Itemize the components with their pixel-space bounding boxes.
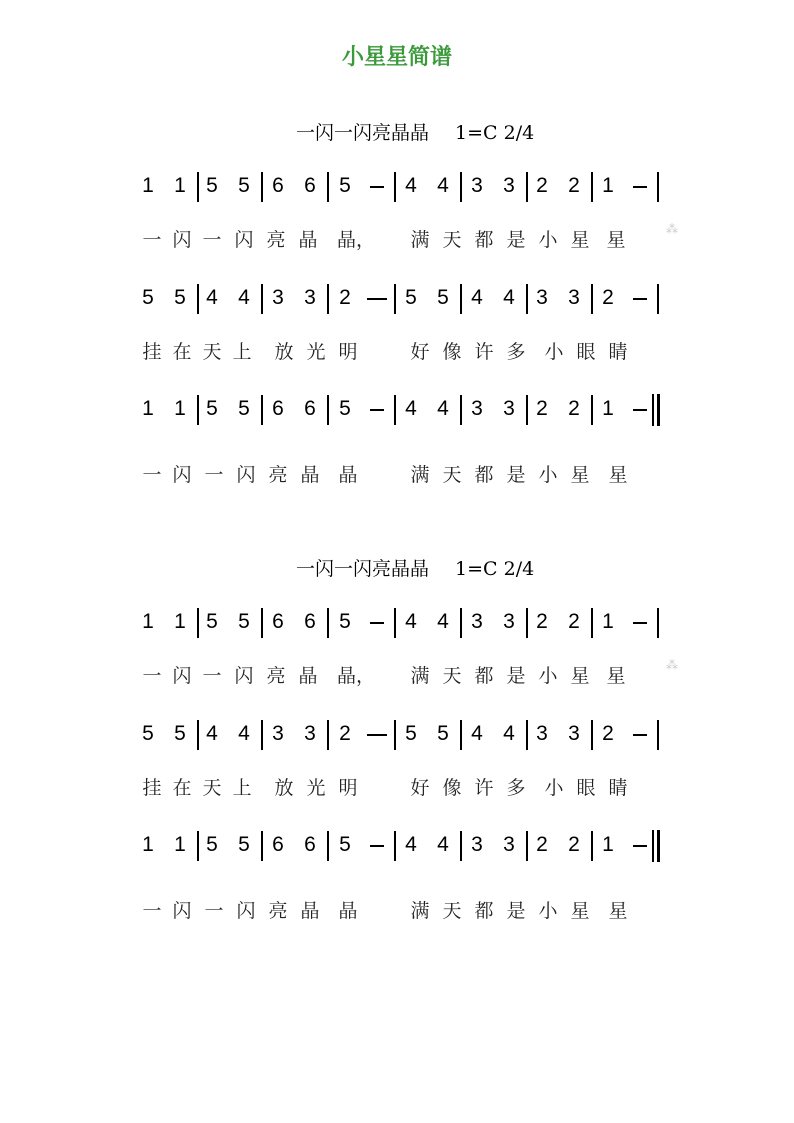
lyric-char: 星 [608,464,628,486]
note: 4 [437,174,449,197]
barline [657,172,659,202]
note: 4 [437,833,449,856]
barline [327,831,329,861]
note: 2 [536,397,548,420]
lyric-char: 小 [538,665,558,687]
lyric-char: 光 [306,777,326,799]
barline [261,608,263,638]
lyric-char: 星 [606,229,626,251]
barline [197,395,199,425]
song-heading-text: 一闪一闪亮晶晶 [296,558,430,580]
note-dash [367,298,387,300]
note-dash [633,298,647,300]
final-barline [657,394,660,426]
lyric-char: 星 [570,900,590,922]
note: 2 [568,610,580,633]
note: 5 [174,722,186,745]
barline [657,608,659,638]
lyric-char: 一 [142,229,162,251]
note: 2 [568,174,580,197]
note: 4 [437,610,449,633]
barline [526,608,528,638]
barline [657,284,659,314]
key-signature: 1=C 2/4 [455,558,535,580]
note: 5 [206,833,218,856]
note: 3 [272,722,284,745]
note: 5 [142,722,154,745]
lyric-row [142,663,682,689]
barline [460,608,462,638]
barline [394,284,396,314]
note: 5 [142,286,154,309]
lyric-char: 放 [274,777,294,799]
barline [327,720,329,750]
note: 6 [272,174,284,197]
lyric-char: 眼 [576,341,596,363]
barline [591,608,593,638]
note: 3 [503,610,515,633]
note: 1 [142,833,154,856]
note: 4 [405,174,417,197]
lyric-char: 像 [442,341,462,363]
barline [394,608,396,638]
lyric-char: 都 [474,229,494,251]
lyric-char: 晶 [338,900,358,922]
lyric-char: 星 [570,665,590,687]
final-barline-thin [652,830,654,862]
lyric-char: 在 [172,341,192,363]
lyric-char: 满 [410,229,430,251]
barline [327,608,329,638]
barline [526,172,528,202]
note: 4 [503,286,515,309]
note: 1 [602,610,614,633]
lyric-char: 亮 [266,665,286,687]
lyric-row [142,462,682,488]
faint-mark: ⁂ [666,658,678,672]
barline [394,831,396,861]
note: 4 [405,833,417,856]
note: 1 [174,174,186,197]
barline [460,831,462,861]
note: 5 [405,286,417,309]
lyric-char: 满 [410,665,430,687]
note: 3 [272,286,284,309]
lyric-char: 挂 [142,341,162,363]
barline [197,608,199,638]
barline [197,831,199,861]
note: 2 [602,286,614,309]
note-dash [633,845,647,847]
barline [261,395,263,425]
barline [526,284,528,314]
note: 2 [602,722,614,745]
note: 1 [174,610,186,633]
barline [394,395,396,425]
lyric-char: 睛 [608,777,628,799]
note: 3 [304,286,316,309]
barline [327,395,329,425]
barline [591,831,593,861]
lyric-char: 都 [474,665,494,687]
note: 4 [405,397,417,420]
lyric-char: 小 [544,341,564,363]
lyric-char: 多 [506,341,526,363]
lyric-char: 闪 [172,464,192,486]
lyric-char: 满 [410,464,430,486]
lyric-char: 多 [506,777,526,799]
lyric-char: 闪 [172,229,192,251]
key-signature: 1=C 2/4 [455,122,535,144]
note: 5 [206,174,218,197]
note: 4 [206,722,218,745]
lyric-char: 放 [274,341,294,363]
note: 2 [536,610,548,633]
note: 5 [238,833,250,856]
note: 2 [536,174,548,197]
lyric-char: 一 [142,464,162,486]
lyric-char: 天 [202,777,222,799]
barline [526,831,528,861]
score-block-2 [0,554,794,974]
barline [197,284,199,314]
lyric-char: 一 [202,229,222,251]
notes-row [142,284,682,312]
barline [460,172,462,202]
note-dash [633,186,647,188]
lyric-char: 天 [442,229,462,251]
note: 5 [206,610,218,633]
lyric-char: 一 [202,665,222,687]
note: 6 [272,397,284,420]
score-block-1 [0,118,794,538]
lyric-char: 小 [538,464,558,486]
note-dash [370,845,384,847]
note: 5 [339,397,351,420]
lyric-row [142,898,682,924]
note: 1 [602,833,614,856]
note: 4 [238,286,250,309]
note-dash [370,186,384,188]
lyric-char: 一 [204,900,224,922]
lyric-char: 明 [338,777,358,799]
lyric-char: 在 [172,777,192,799]
note: 5 [437,722,449,745]
note: 2 [339,722,351,745]
lyric-char: 好 [410,341,430,363]
note: 5 [339,174,351,197]
note: 3 [471,833,483,856]
note: 5 [339,610,351,633]
barline [591,284,593,314]
note: 5 [238,610,250,633]
notes-row [142,831,682,859]
page-title: 小星星简谱 [341,45,452,70]
lyric-char: 天 [442,464,462,486]
lyric-char: 一 [142,900,162,922]
lyric-row [142,339,682,365]
lyric-char: 睛 [608,341,628,363]
barline [261,284,263,314]
note: 5 [339,833,351,856]
note: 5 [174,286,186,309]
note: 3 [568,286,580,309]
note-dash [367,734,387,736]
lyric-char: 小 [538,229,558,251]
note: 3 [304,722,316,745]
note: 4 [437,397,449,420]
lyric-char: 是 [506,665,526,687]
note: 2 [568,397,580,420]
song-heading [296,118,534,145]
lyric-char: 天 [202,341,222,363]
lyric-char: 亮 [268,900,288,922]
note: 5 [206,397,218,420]
barline [591,720,593,750]
note: 4 [503,722,515,745]
notes-row [142,720,682,748]
lyric-char: 上 [232,341,252,363]
barline [526,720,528,750]
lyric-char: 晶， [337,229,376,251]
barline [460,720,462,750]
barline [197,720,199,750]
lyric-char: 晶 [300,900,320,922]
notes-row [142,608,682,636]
note: 2 [568,833,580,856]
note: 1 [174,397,186,420]
note: 3 [503,833,515,856]
lyric-char: 眼 [576,777,596,799]
note: 6 [304,610,316,633]
barline [460,284,462,314]
lyric-char: 闪 [234,665,254,687]
barline [327,172,329,202]
lyric-char: 晶 [298,229,318,251]
song-heading [296,554,534,581]
song-heading-text: 一闪一闪亮晶晶 [296,122,430,144]
lyric-char: 好 [410,777,430,799]
note: 4 [471,722,483,745]
note: 4 [206,286,218,309]
lyric-char: 星 [608,900,628,922]
barline [327,284,329,314]
final-barline-thin [652,394,654,426]
lyric-row [142,227,682,253]
note: 4 [238,722,250,745]
note: 6 [304,174,316,197]
note: 3 [471,610,483,633]
lyric-char: 挂 [142,777,162,799]
note: 1 [602,397,614,420]
note: 3 [568,722,580,745]
lyric-char: 亮 [266,229,286,251]
lyric-char: 一 [142,665,162,687]
lyric-char: 许 [474,341,494,363]
lyric-char: 是 [506,464,526,486]
note: 5 [405,722,417,745]
lyric-char: 都 [474,464,494,486]
barline [261,831,263,861]
lyric-char: 光 [306,341,326,363]
note: 6 [272,610,284,633]
lyric-char: 星 [606,665,626,687]
final-barline [657,830,660,862]
notes-row [142,172,682,200]
note-dash [633,622,647,624]
barline [261,720,263,750]
lyric-char: 小 [538,900,558,922]
note: 1 [142,174,154,197]
barline [657,720,659,750]
lyric-char: 闪 [172,665,192,687]
lyric-char: 星 [570,464,590,486]
lyric-char: 天 [442,665,462,687]
note: 3 [503,174,515,197]
lyric-char: 明 [338,341,358,363]
note: 3 [536,286,548,309]
lyric-char: 星 [570,229,590,251]
lyric-char: 晶 [338,464,358,486]
lyric-char: 满 [410,900,430,922]
note: 1 [142,397,154,420]
lyric-char: 亮 [268,464,288,486]
barline [197,172,199,202]
lyric-char: 是 [506,900,526,922]
lyric-char: 闪 [172,900,192,922]
note: 3 [503,397,515,420]
note-dash [370,622,384,624]
barline [460,395,462,425]
lyric-char: 晶， [337,665,376,687]
note: 6 [304,397,316,420]
note-dash [633,409,647,411]
note: 6 [304,833,316,856]
note: 2 [536,833,548,856]
lyric-char: 晶 [300,464,320,486]
note: 6 [272,833,284,856]
barline [261,172,263,202]
lyric-char: 闪 [234,229,254,251]
note-dash [370,409,384,411]
note: 4 [405,610,417,633]
barline [394,172,396,202]
lyric-row [142,775,682,801]
note: 3 [471,174,483,197]
note: 5 [238,397,250,420]
lyric-char: 上 [232,777,252,799]
lyric-char: 像 [442,777,462,799]
note: 4 [471,286,483,309]
note: 5 [238,174,250,197]
lyric-char: 都 [474,900,494,922]
note: 3 [471,397,483,420]
barline [591,172,593,202]
lyric-char: 一 [204,464,224,486]
note: 1 [142,610,154,633]
lyric-char: 是 [506,229,526,251]
note: 2 [339,286,351,309]
notes-row [142,395,682,423]
lyric-char: 闪 [236,464,256,486]
lyric-char: 许 [474,777,494,799]
lyric-char: 天 [442,900,462,922]
note: 1 [174,833,186,856]
barline [591,395,593,425]
faint-mark: ⁂ [666,222,678,236]
lyric-char: 闪 [236,900,256,922]
lyric-char: 小 [544,777,564,799]
note: 1 [602,174,614,197]
barline [394,720,396,750]
note: 3 [536,722,548,745]
note: 5 [437,286,449,309]
note-dash [633,734,647,736]
barline [526,395,528,425]
lyric-char: 晶 [298,665,318,687]
